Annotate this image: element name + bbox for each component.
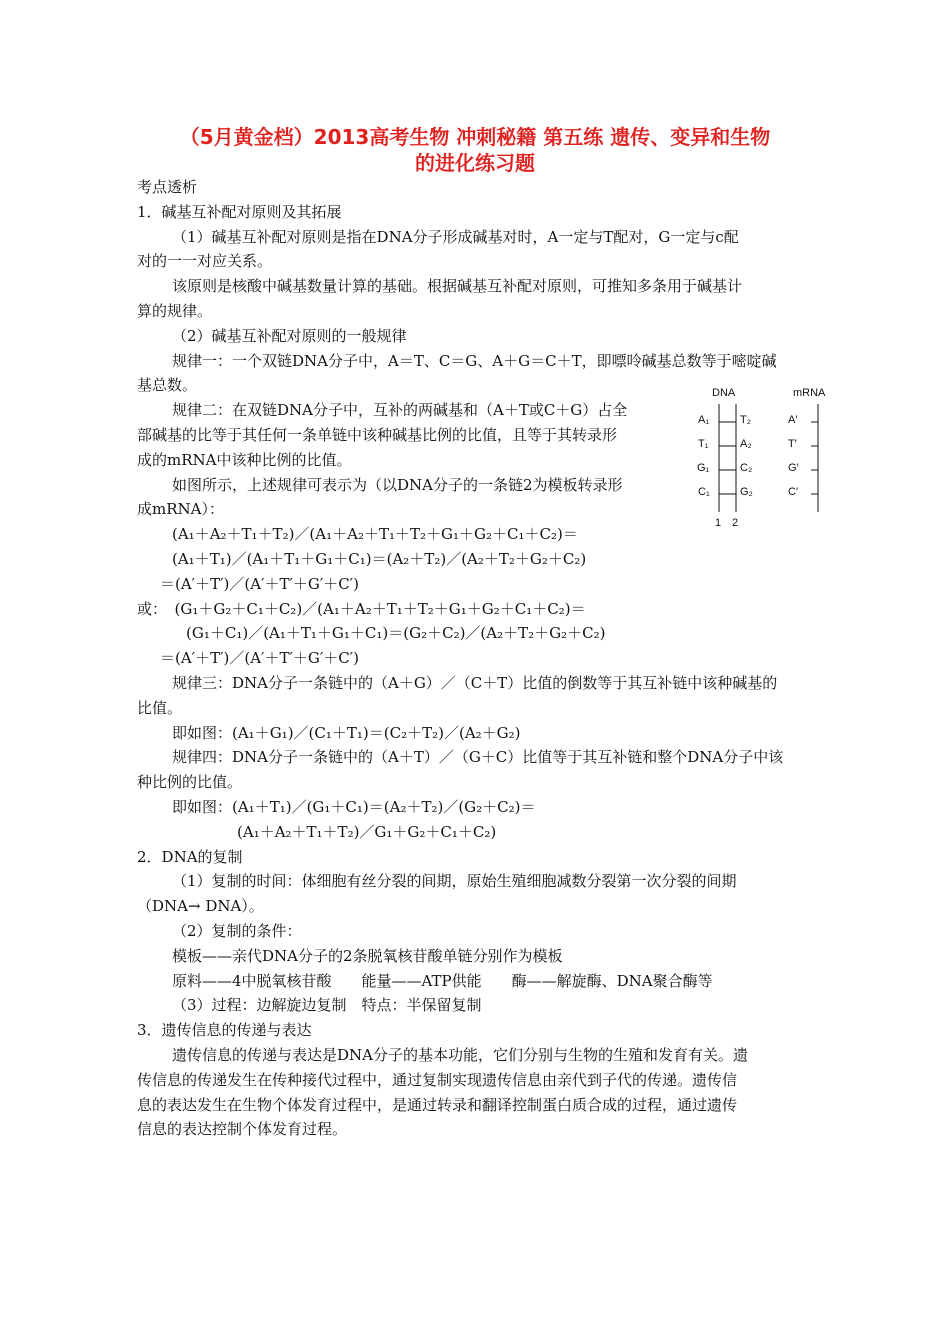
strand1-base: A₁ bbox=[698, 414, 710, 426]
paragraph-line: 成mRNA）： bbox=[137, 500, 224, 518]
strand2-base: C₂ bbox=[740, 462, 753, 474]
paragraph-line: 如图所示，上述规律可表示为（以DNA分子的一条链2为模板转录形 bbox=[172, 476, 623, 494]
strand1-base: G₁ bbox=[697, 462, 710, 474]
paragraph-line: 遗传信息的传递与表达是DNA分子的基本功能，它们分别与生物的生殖和发育有关。遗 bbox=[172, 1046, 748, 1064]
subheading: （2）碱基互补配对原则的一般规律 bbox=[172, 327, 407, 345]
mrna-base: G′ bbox=[788, 462, 799, 474]
title-line-2: 的进化练习题 bbox=[415, 151, 535, 175]
dna-mrna-diagram bbox=[690, 380, 840, 530]
formula-line: 或： (G₁＋G₂＋C₁＋C₂)／(A₁＋A₂＋T₁＋T₂＋G₁＋G₂＋C₁＋C₂)＝ bbox=[137, 600, 586, 618]
strand2-base: A₂ bbox=[740, 438, 752, 450]
formula-line: ＝(A′＋T′)／(A′＋T′＋G′＋C′) bbox=[160, 575, 359, 593]
paragraph-line: 原料——4中脱氧核苷酸 能量——ATP供能 酶——解旋酶、DNA聚合酶等 bbox=[172, 972, 713, 990]
formula-line: 即如图：(A₁＋G₁)／(C₁＋T₁)＝(C₂＋T₂)／(A₂＋G₂) bbox=[172, 724, 521, 742]
paragraph-line: 传信息的传递发生在传种接代过程中，通过复制实现遗传信息由亲代到子代的传递。遗传信 bbox=[137, 1071, 738, 1089]
paragraph-line: （2）复制的条件： bbox=[172, 922, 302, 940]
heading-1: 1．碱基互补配对原则及其拓展 bbox=[137, 203, 342, 221]
mrna-base: C′ bbox=[788, 486, 799, 498]
paragraph-line: 算的规律。 bbox=[137, 302, 213, 320]
strand1-base: C₁ bbox=[698, 486, 710, 498]
paragraph-line: 部碱基的比等于其任何一条单链中该种碱基比例的比值，且等于其转录形 bbox=[137, 426, 618, 444]
section-heading: 考点透析 bbox=[137, 178, 198, 196]
strand2-base: G₂ bbox=[740, 486, 753, 498]
paragraph-line: 比值。 bbox=[137, 699, 183, 717]
mrna-label: mRNA bbox=[793, 387, 826, 399]
title-line-1: （5月黄金档）2013高考生物 冲刺秘籍 第五练 遗传、变异和生物 bbox=[179, 125, 771, 149]
rule-1: 规律一：一个双链DNA分子中，A＝T、C＝G、A＋G＝C＋T，即嘌呤碱基总数等于嘧啶碱 bbox=[172, 352, 777, 370]
formula-line: (G₁＋C₁)／(A₁＋T₁＋G₁＋C₁)＝(G₂＋C₂)／(A₂＋T₂＋G₂＋C₂) bbox=[186, 624, 606, 642]
paragraph-line: 种比例的比值。 bbox=[137, 773, 243, 791]
mrna-base: A′ bbox=[788, 414, 798, 426]
formula-line: (A₁＋T₁)／(A₁＋T₁＋G₁＋C₁)＝(A₂＋T₂)／(A₂＋T₂＋G₂＋C₂) bbox=[172, 550, 587, 568]
rule-2: 规律二：在双链DNA分子中，互补的两碱基和（A＋T或C＋G）占全 bbox=[172, 401, 628, 419]
strand-number-2: 2 bbox=[732, 517, 739, 529]
paragraph-line: （1）复制的时间：体细胞有丝分裂的间期，原始生殖细胞减数分裂第一次分裂的间期 bbox=[172, 872, 737, 890]
paragraph-line: （DNA→ DNA）。 bbox=[137, 897, 264, 915]
strand2-base: T₂ bbox=[740, 414, 751, 426]
paragraph-line: 息的表达发生在生物个体发育过程中，是通过转录和翻译控制蛋白质合成的过程，通过遗传 bbox=[137, 1096, 738, 1114]
paragraph-line: （3）过程：边解旋边复制 特点：半保留复制 bbox=[172, 996, 482, 1014]
paragraph-line: 模板——亲代DNA分子的2条脱氧核苷酸单链分别作为模板 bbox=[172, 947, 563, 965]
paragraph-line: （1）碱基互补配对原则是指在DNA分子形成碱基对时，A一定与T配对，G一定与c配 bbox=[172, 228, 739, 246]
mrna-base: T′ bbox=[788, 438, 797, 450]
heading-2: 2．DNA的复制 bbox=[137, 848, 243, 866]
paragraph-line: 对的一一对应关系。 bbox=[137, 252, 273, 270]
formula-line: (A₁＋A₂＋T₁＋T₂)／G₁＋G₂＋C₁＋C₂) bbox=[237, 823, 497, 841]
paragraph-line: 该原则是核酸中碱基数量计算的基础。根据碱基互补配对原则，可推知多条用于碱基计 bbox=[172, 277, 743, 295]
strand1-base: T₁ bbox=[698, 438, 709, 450]
heading-3: 3．遗传信息的传递与表达 bbox=[137, 1021, 312, 1039]
formula-line: ＝(A′＋T′)／(A′＋T′＋G′＋C′) bbox=[160, 649, 359, 667]
paragraph-line: 成的mRNA中该种比例的比值。 bbox=[137, 451, 352, 469]
rule-4: 规律四：DNA分子一条链中的（A＋T）／（G＋C）比值等于其互补链和整个DNA分子中该 bbox=[172, 748, 784, 766]
paragraph-line: 基总数。 bbox=[137, 376, 198, 394]
dna-label: DNA bbox=[712, 387, 736, 399]
strand-number-1: 1 bbox=[715, 517, 722, 529]
rule-3: 规律三：DNA分子一条链中的（A＋G）／（C＋T）比值的倒数等于其互补链中该种碱基的 bbox=[172, 674, 778, 692]
paragraph-line: 信息的表达控制个体发育过程。 bbox=[137, 1120, 348, 1138]
formula-line: (A₁＋A₂＋T₁＋T₂)／(A₁＋A₂＋T₁＋T₂＋G₁＋G₂＋C₁＋C₂)＝ bbox=[172, 525, 578, 543]
formula-line: 即如图：(A₁＋T₁)／(G₁＋C₁)＝(A₂＋T₂)／(G₂＋C₂)＝ bbox=[172, 798, 536, 816]
